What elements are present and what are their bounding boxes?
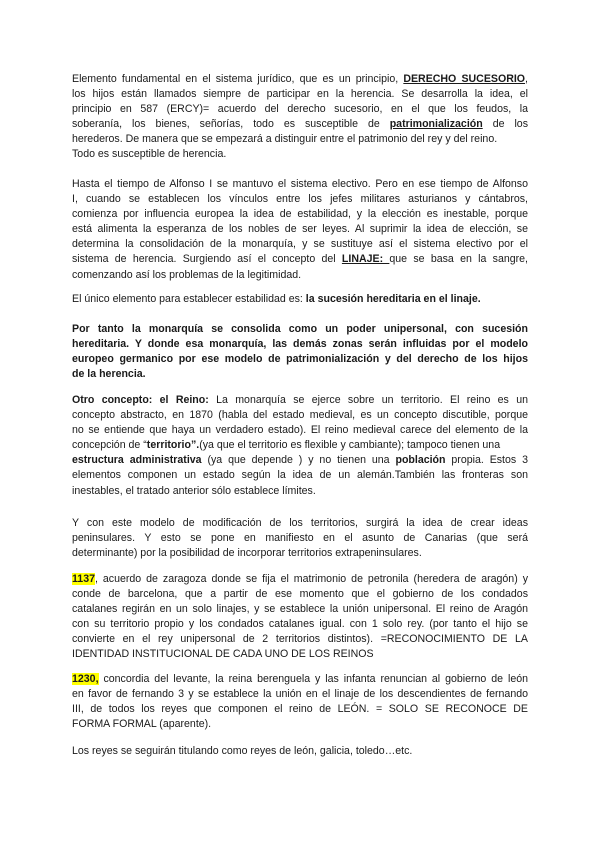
text-line: [72, 393, 528, 408]
text-line: concepto abstracto, en 1870 (habla del estado medieval, es un concepto discutible, porque: [72, 409, 528, 422]
text-line: [72, 453, 528, 468]
text-line: los hijos están llamados siempre de participar en la herencia. Se desarrolla la idea, el: [72, 88, 528, 101]
text-span: (ya que depende ) y no tienen una: [201, 454, 396, 467]
text-span: propia. Estos 3: [445, 454, 528, 467]
text-line: [72, 438, 528, 453]
text-line: I, cuando se establecen los vínculos entre los jefes militares asturianos y cántabros,: [72, 193, 528, 206]
text-line: herederos. De manera que se empezará a distinguir entre el patrimonio del rey y del reino.: [72, 133, 498, 146]
text-line: IDENTIDAD INSTITUCIONAL DE CADA UNO DE LOS REINOS: [72, 648, 374, 661]
text-line: convierte en el rey unipersonal de 2 territorios distintos). =RECONOCIMIENTO DE LA: [72, 633, 528, 646]
text-line: en favor de fernando 3 y se establece la unión en el linaje de los descendientes de fernando: [72, 688, 528, 701]
text-line: comenzando así los problemas de la legitimidad.: [72, 268, 302, 281]
bold-term: territorio”.: [146, 439, 200, 452]
text-span: (ya que el territorio es flexible y cambiante); tampoco tienen una: [199, 439, 501, 452]
bold-term: la sucesión hereditaria en el linaje.: [305, 293, 481, 305]
paragraph-1137: [72, 572, 528, 663]
bold-term: DERECHO SUCESORIO: [403, 73, 526, 85]
text-line: de la herencia.: [72, 368, 146, 381]
paragraph-derecho-sucesorio: [72, 72, 528, 163]
paragraph-reino: [72, 393, 528, 499]
text-line: principio en 587 (ERCY)= acuerdo del derecho sucesorio, en el que los feudos, la: [72, 103, 528, 116]
text-line: elementos componen un estado según la idea de un alemán.También las fronteras son: [72, 469, 528, 482]
text-line: catalanes regirán en un solo linajes, y se establece la unión unipersonal. El reino de Aragón: [72, 603, 528, 616]
text-line: FORMA FORMAL (aparente).: [72, 718, 212, 731]
text-span: concordia del levante, la reina berenguela y las infanta renuncian al gobierno de león: [98, 673, 528, 685]
bold-term: LINAJE:: [341, 253, 390, 266]
bold-term: población: [395, 454, 446, 467]
text-line: Hasta el tiempo de Alfonso I se mantuvo el sistema electivo. Pero en ese tiempo de Alfonso: [72, 178, 528, 190]
text-line: inestables, el tratado anterior sólo establece límites.: [72, 484, 316, 497]
paragraph-estabilidad: [72, 292, 528, 307]
text-line: con su territorio propio y los condados catalanes igual. con 1 solo rey. (por tanto el hijo se: [72, 618, 528, 631]
text-line: III, de todos los reyes que componen el reino de LEÓN. = SOLO SE RECONOCE DE: [72, 703, 528, 716]
text-span: concepción de “: [72, 439, 147, 452]
text-line: Los reyes se seguirán titulando como reyes de león, galicia, toledo…etc.: [72, 745, 413, 757]
text-span: que se basa en la sangre,: [389, 253, 528, 266]
highlighted-year: 1230,: [72, 673, 99, 685]
text-line: Todo es susceptible de herencia.: [72, 148, 227, 161]
text-line: [72, 252, 528, 267]
bold-term: patrimonialización: [389, 118, 483, 131]
bold-term: estructura administrativa: [72, 454, 202, 467]
highlighted-year: 1137: [72, 573, 95, 585]
text-line: [72, 672, 528, 687]
text-span: ,: [525, 73, 528, 85]
text-line: [72, 117, 528, 132]
text-line: está alimenta la esperanza de los nobles de ser leyes. Al suprimir la idea de elección, se: [72, 223, 528, 236]
text-line: no se entiende que haya un verdadero estado). El reino medieval carece del elemento de la: [72, 424, 528, 437]
text-line: comienza por influencia europea la idea de estabilidad, y la elección es inestable, porque: [72, 208, 528, 221]
text-line: Por tanto la monarquía se consolida como un poder unipersonal, con sucesión: [72, 323, 528, 335]
text-span: , acuerdo de zaragoza donde se fija el matrimonio de petronila (heredera de aragón) y: [94, 573, 528, 585]
text-line: europeo germanico por ese modelo de patrimonialización y del derecho de los hijos: [72, 353, 528, 366]
text-span: La monarquía se ejerce sobre un territorio. El reino es un: [208, 394, 528, 406]
text-span: soberanía, los bienes, señorías, todo es susceptible de: [72, 118, 390, 131]
text-line: determina la consolidación de la monarquía, y se sustituye así el sistema electivo por el: [72, 238, 528, 251]
text-line: hereditaria. Y donde esa monarquía, las demás zonas serán influidas por el modelo: [72, 338, 528, 351]
text-line: [72, 572, 528, 587]
text-line: [72, 292, 528, 307]
paragraph-1230: [72, 672, 528, 732]
text-line: [72, 72, 528, 87]
paragraph-monarquia: [72, 322, 528, 382]
text-line: peninsulares. Y esto se pone en manifiesto en el asunto de Canarias (que será: [72, 532, 528, 545]
bold-term: Otro concepto: el Reino:: [72, 394, 209, 406]
text-span: sistema de herencia. Surgiendo así el concepto del: [72, 253, 342, 266]
text-span: Elemento fundamental en el sistema jurídico, que es un principio,: [72, 73, 404, 85]
paragraph-territorios: [72, 516, 528, 561]
text-span: El único elemento para establecer estabilidad es:: [72, 293, 306, 305]
paragraph-reyes: [72, 744, 528, 759]
text-line: determinante) por la posibilidad de incorporar territorios extrapeninsulares.: [72, 547, 422, 560]
text-span: de los: [482, 118, 528, 131]
text-line: Y con este modelo de modificación de los territorios, surgirá la idea de crear ideas: [72, 517, 528, 529]
text-line: conde de barcelona, que a partir de ese momento que el gobierno de los condados: [72, 588, 528, 601]
paragraph-alfonso: [72, 177, 528, 283]
